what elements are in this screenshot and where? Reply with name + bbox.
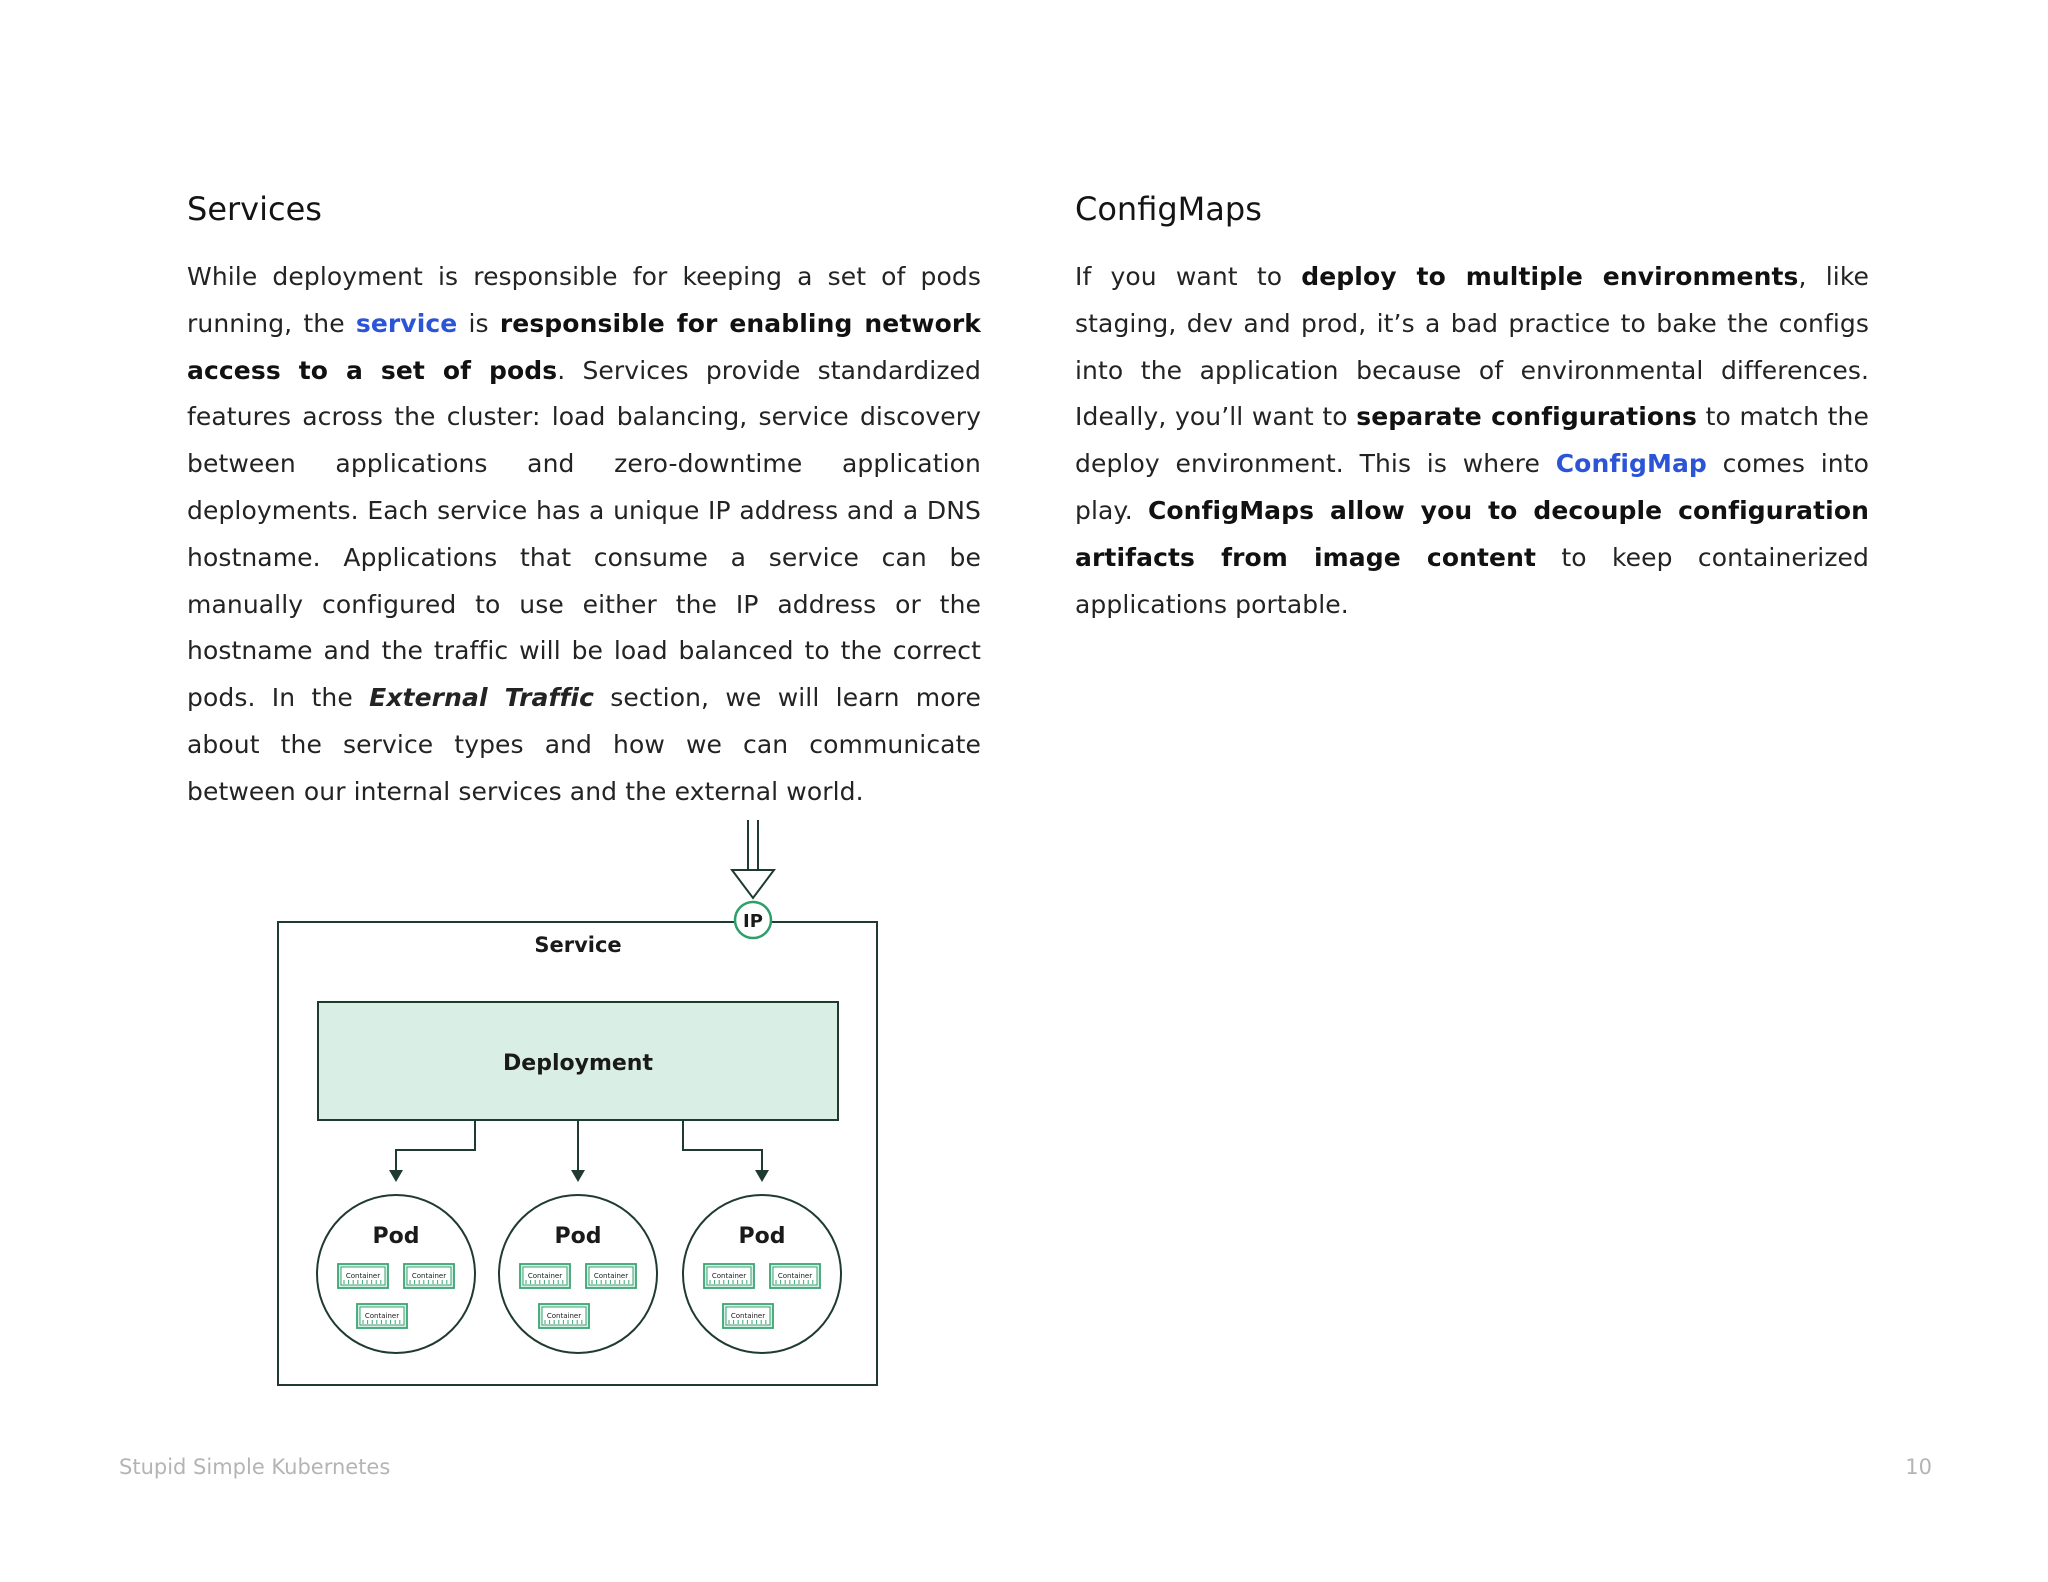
container-icon bbox=[338, 1264, 388, 1288]
pod bbox=[499, 1195, 657, 1353]
pod-label: Pod bbox=[554, 1224, 602, 1249]
container-label: Container bbox=[711, 1272, 747, 1280]
pod bbox=[317, 1195, 475, 1353]
services-heading: Services bbox=[187, 190, 322, 228]
page-number: 10 bbox=[1905, 1455, 1932, 1479]
pod-label: Pod bbox=[372, 1224, 420, 1249]
ip-badge bbox=[735, 902, 771, 938]
container-icon bbox=[770, 1264, 820, 1288]
container-label: Container bbox=[527, 1272, 563, 1280]
container-label: Container bbox=[593, 1272, 629, 1280]
traffic-arrow-icon bbox=[732, 820, 774, 898]
ip-label: IP bbox=[743, 911, 763, 932]
configmap-link[interactable]: ConfigMap bbox=[1555, 449, 1707, 479]
services-section bbox=[187, 186, 981, 816]
configmaps-section bbox=[1075, 186, 1869, 628]
service-link[interactable]: service bbox=[355, 308, 458, 338]
pods-group bbox=[317, 1195, 841, 1353]
pod-label: Pod bbox=[738, 1224, 786, 1249]
container-label: Container bbox=[411, 1272, 447, 1280]
deployment-label: Deployment bbox=[503, 1051, 653, 1076]
container-icon bbox=[520, 1264, 570, 1288]
pod bbox=[683, 1195, 841, 1353]
container-label: Container bbox=[345, 1272, 381, 1280]
container-icon bbox=[704, 1264, 754, 1288]
footer-title: Stupid Simple Kubernetes bbox=[119, 1455, 391, 1479]
service-label: Service bbox=[534, 933, 622, 957]
container-label: Container bbox=[364, 1312, 400, 1320]
service-diagram bbox=[270, 812, 890, 1392]
services-paragraph: While deployment is responsible for keeping a set of pods running, the service is responsible for enabling network access to a set of pods. Services provide standardized features across the cluster: load balancing, service discovery between applications and zero-downtime application deployments. Each service has a unique IP address and a DNS hostname. Applications that consume a service can be manually configured to use either the IP address or the hostname and the traffic will be load balanced to the correct pods. In the External Traffic section, we will learn more about the service types and how we can communicate between our internal services and the external world. bbox=[187, 262, 981, 806]
container-icon bbox=[404, 1264, 454, 1288]
container-icon bbox=[586, 1264, 636, 1288]
container-icon bbox=[357, 1304, 407, 1328]
container-label: Container bbox=[546, 1312, 582, 1320]
container-icon bbox=[539, 1304, 589, 1328]
container-label: Container bbox=[730, 1312, 766, 1320]
container-icon bbox=[723, 1304, 773, 1328]
configmaps-paragraph: If you want to deploy to multiple environments, like staging, dev and prod, it’s a bad practice to bake the configs into the application because of environmental differences. Ideally, you’ll want to separate configurations to match the deploy environment. This is where ConfigMap comes into play. ConfigMaps allow you to decouple configuration artifacts from image content to keep containerized applications portable. bbox=[1075, 262, 1869, 619]
container-label: Container bbox=[777, 1272, 813, 1280]
configmaps-heading: ConfigMaps bbox=[1075, 190, 1262, 228]
